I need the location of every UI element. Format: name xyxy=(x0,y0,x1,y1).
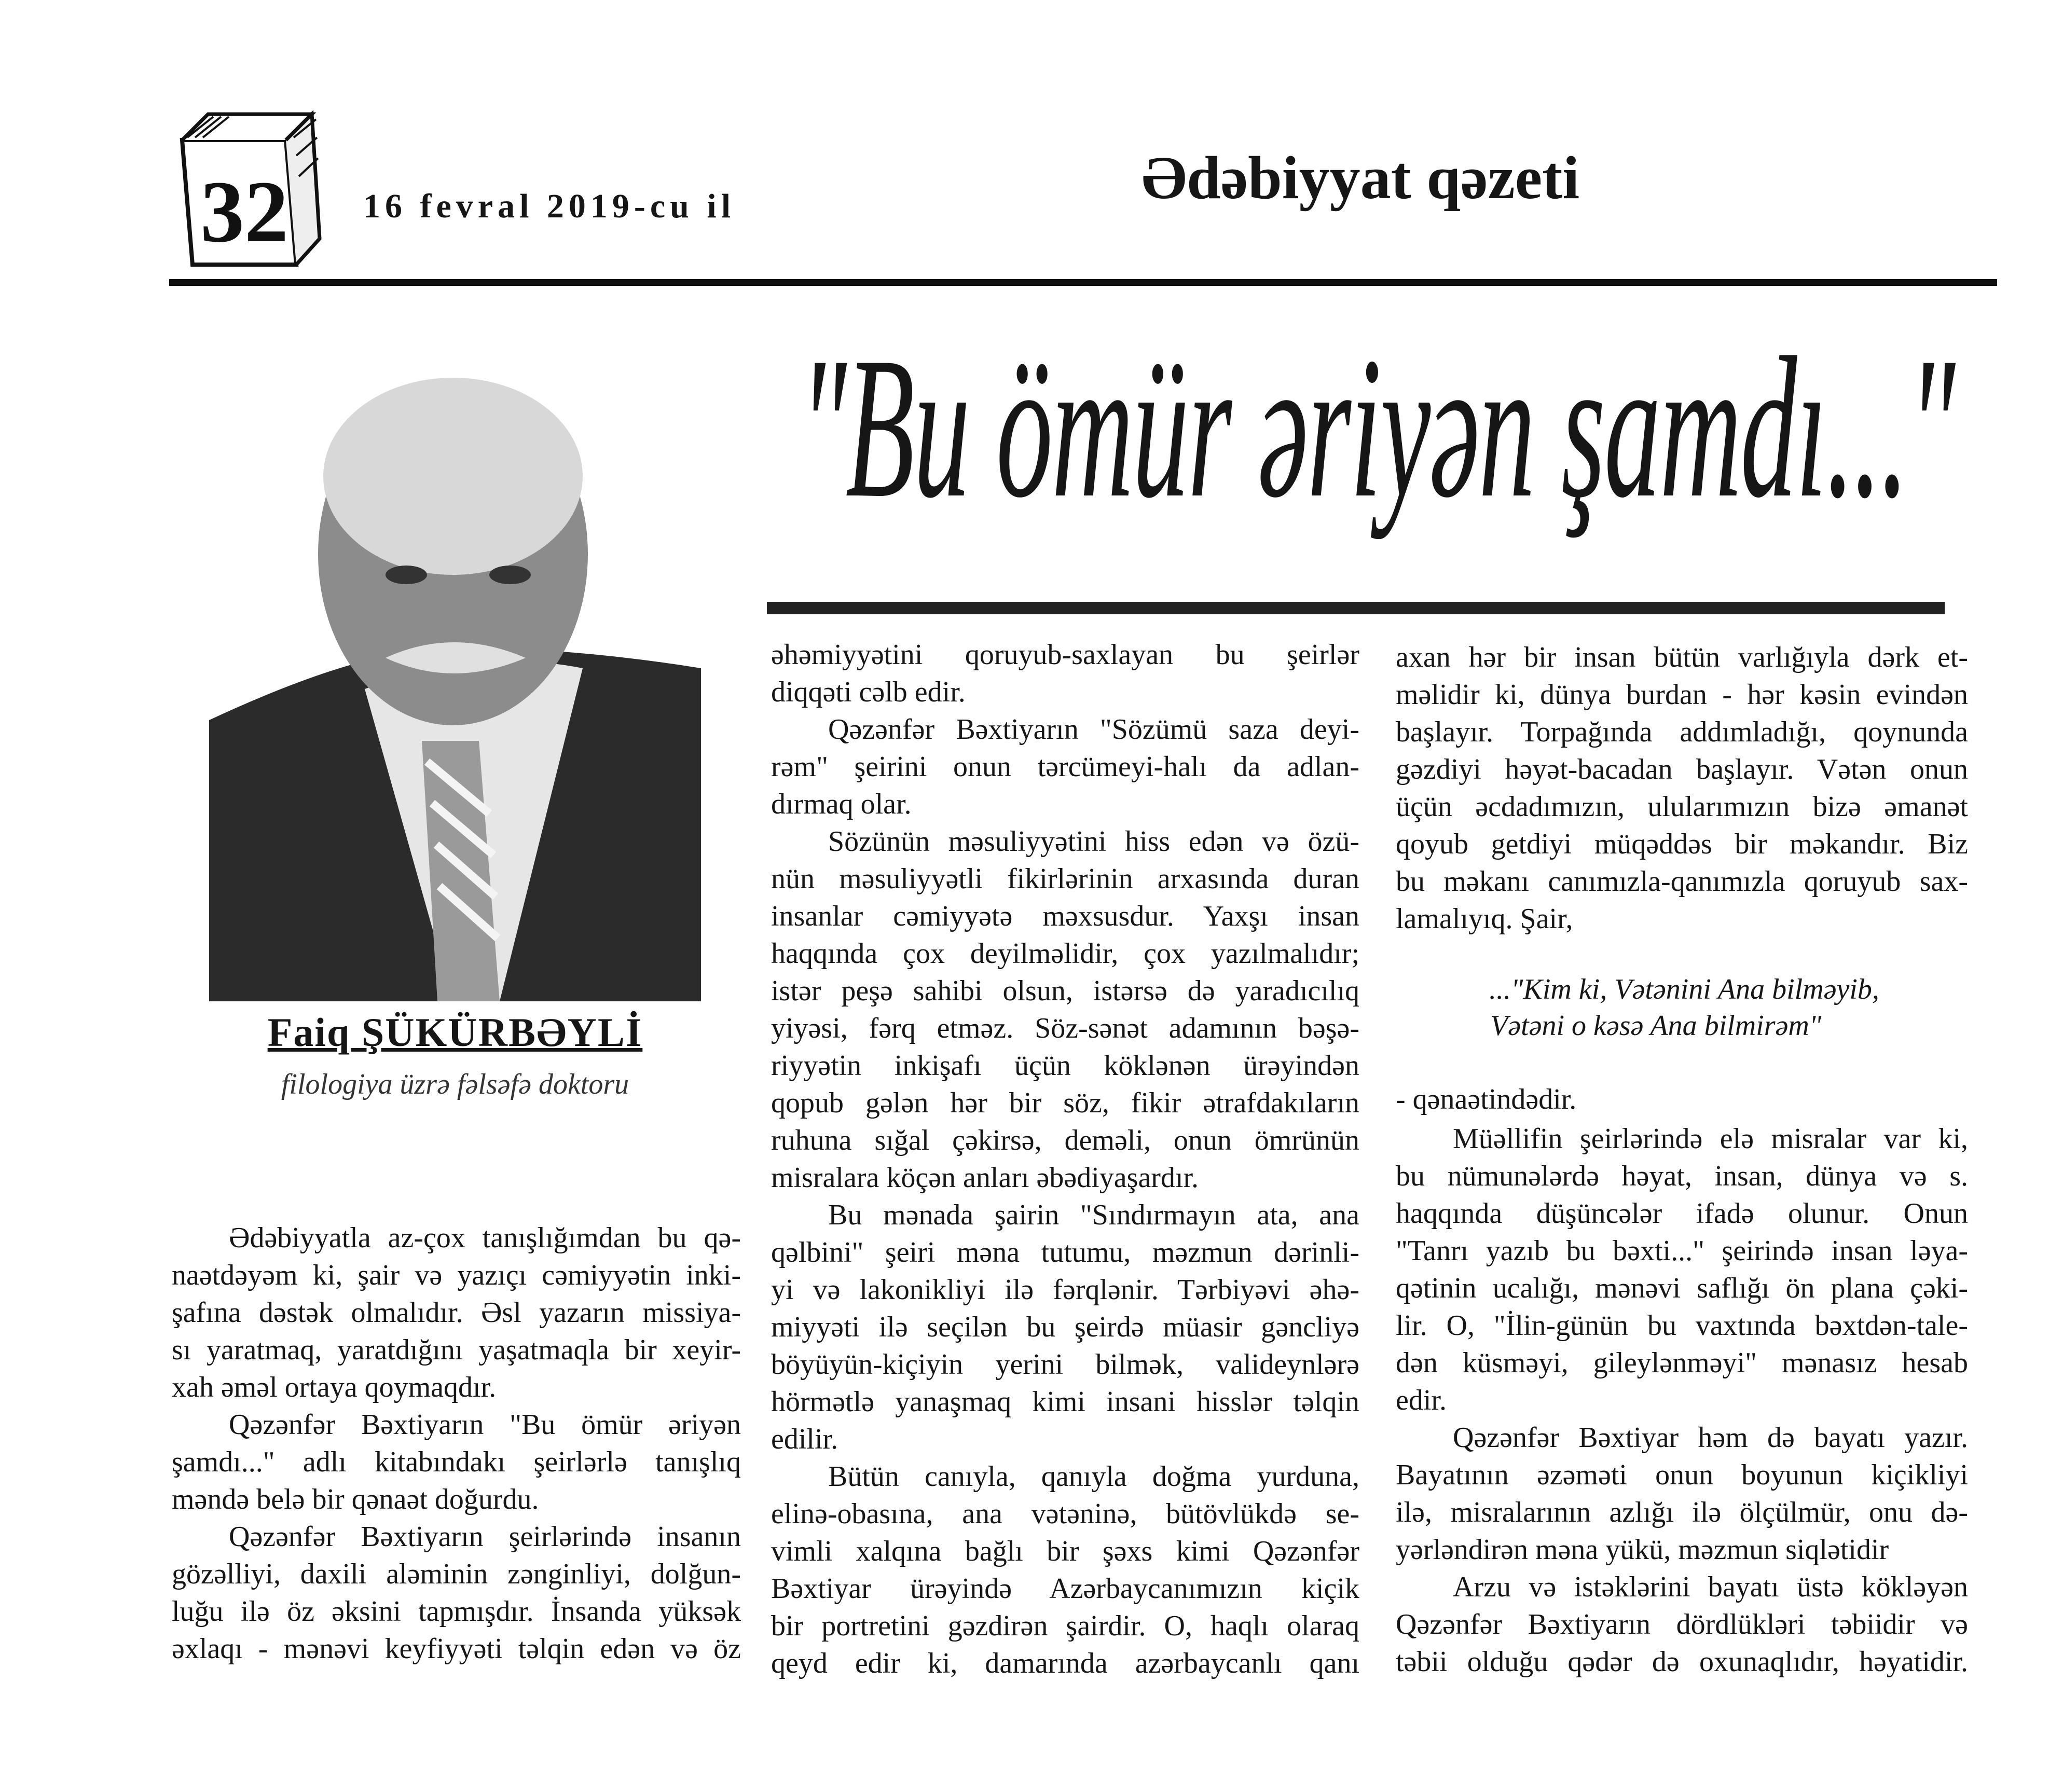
paragraph-line: qətinin ucalığı, mənəvi saflığı ön plana çəki- xyxy=(1396,1272,1968,1304)
header-divider xyxy=(169,279,1997,286)
paragraph-line: şamdı..." adlı kitabındakı şeirlərlə tanışlıq xyxy=(172,1446,741,1478)
paragraph-line: istər peşə sahibi olsun, istərsə də yaradıcılıq xyxy=(771,975,1359,1007)
paragraph-line: gözəlliyi, daxili aləminin zənginliyi, dolğun- xyxy=(172,1558,741,1590)
page-number-book-icon xyxy=(172,109,327,275)
paragraph-line: rəm" şeirini onun tərcümeyi-halı da adlan- xyxy=(771,751,1359,783)
paragraph-line: məlidir ki, dünya burdan - hər kəsin evindən xyxy=(1396,679,1968,711)
paragraph-line: dən küsməyi, gileylənməyi" mənasız hesab xyxy=(1396,1347,1968,1379)
paragraph-line: Müəllifin şeirlərində elə misralar var ki, xyxy=(1453,1123,1968,1155)
paragraph-line: riyyətin inkişafı üçün köklənən ürəyindən xyxy=(771,1050,1359,1082)
paragraph-line: qeyd edir ki, damarında azərbaycanlı qanı xyxy=(771,1647,1359,1679)
paragraph-line: yərləndirən məna yükü, məzmun siqlətidir xyxy=(1396,1534,1889,1566)
paragraph-line: hörmətlə yanaşmaq kimi insani hisslər təlqin xyxy=(771,1386,1359,1418)
quote-line: Vətəni o kəsə Ana bilmirəm" xyxy=(1490,1010,1822,1042)
paragraph-line: üçün əcdadımızın, ulularımızın bizə əmanət xyxy=(1396,791,1968,823)
article-column-2 xyxy=(771,636,1359,1682)
poem-quote xyxy=(1489,971,1879,1044)
paragraph-line: lir. O, "İlin-günün bu vaxtında bəxtdən-tale- xyxy=(1396,1309,1968,1342)
paragraph-line: ruhuna sığal çəkirsə, deməli, onun ömrünün xyxy=(771,1124,1359,1156)
paragraph-line: lamalıyıq. Şair, xyxy=(1396,903,1573,935)
paragraph-line: luğu ilə öz əksini tapmışdır. İnsanda yüksək xyxy=(172,1595,741,1628)
article-column-1 xyxy=(172,1219,741,1667)
author-title: filologiya üzrə fəlsəfə doktoru xyxy=(281,1068,629,1100)
article-headline: "Bu ömür əriyən şamdı..." xyxy=(799,315,1955,540)
paragraph-line: miyyəti ilə seçilən bu şeirdə müasir gəncliyə xyxy=(771,1311,1359,1343)
paragraph-line: Bəxtiyar ürəyində Azərbaycanımızın kiçik xyxy=(771,1573,1359,1605)
paragraph-line: vimli xalqına bağlı bir şəxs kimi Qəzənfər xyxy=(771,1535,1359,1567)
quote-conclusion: - qənaətindədir. xyxy=(1396,1083,1577,1115)
paragraph-line: bir portretini gəzdirən şairdir. O, haqlı olaraq xyxy=(771,1610,1359,1642)
paragraph-line: haqqında düşüncələr ifadə olunur. Onun xyxy=(1396,1197,1968,1230)
paragraph-line: misralara köçən anları əbədiyaşardır. xyxy=(771,1162,1199,1194)
headline-divider xyxy=(767,602,1945,614)
paragraph-line: dırmaq olar. xyxy=(771,788,912,820)
paragraph-line: qəlbini" şeiri məna tutumu, məzmun dərinli- xyxy=(771,1236,1359,1269)
paragraph-line: edilir. xyxy=(771,1423,838,1455)
paragraph-line: elinə-obasına, ana vətəninə, bütövlükdə se- xyxy=(771,1498,1359,1530)
paragraph-line: başlayır. Torpağında addımladığı, qoynunda xyxy=(1396,716,1968,748)
paragraph-line: Qəzənfər Bəxtiyarın "Sözümü saza deyi- xyxy=(828,713,1359,746)
paragraph-line: Qəzənfər Bəxtiyarın dördlükləri təbiidir və xyxy=(1396,1608,1968,1641)
paragraph-line: təbii olduğu qədər də oxunaqlıdır, həyatidir. xyxy=(1396,1646,1968,1678)
paragraph-line: Qəzənfər Bəxtiyarın şeirlərində insanın xyxy=(229,1521,741,1553)
paragraph-line: böyüyün-kiçiyin yerini bilmək, valideynlərə xyxy=(771,1348,1359,1381)
paragraph-line: qoyub getdiyi müqəddəs bir məkandır. Biz xyxy=(1396,828,1968,860)
paragraph-line: Bayatının əzəməti onun boyunun kiçikliyi xyxy=(1396,1459,1968,1491)
quote-line: ..."Kim ki, Vətənini Ana bilməyib, xyxy=(1489,973,1879,1005)
paragraph-line: diqqəti cəlb edir. xyxy=(771,676,966,708)
paragraph-line: qopub gələn hər bir söz, fikir ətrafdakıların xyxy=(771,1087,1359,1119)
article-column-3-top xyxy=(1396,639,1968,938)
paragraph-line: haqqında çox deyilməlidir, çox yazılmalıdır; xyxy=(771,938,1359,970)
paragraph-line: Sözünün məsuliyyətini hiss edən və özü- xyxy=(828,825,1359,858)
paragraph-line: gəzdiyi həyət-bacadan başlayır. Vətən onun xyxy=(1396,753,1968,785)
paragraph-line: əhəmiyyətini qoruyub-saxlayan bu şeirlər xyxy=(771,639,1359,671)
paragraph-line: "Tanrı yazıb bu bəxti..." şeirində insan ləya- xyxy=(1396,1235,1968,1267)
paragraph-line: nün məsuliyyətli fikirlərinin arxasında duran xyxy=(771,863,1359,895)
paragraph-line: şafına dəstək olmalıdır. Əsl yazarın missiya- xyxy=(172,1297,741,1329)
paragraph-line: yiyəsi, fərq etməz. Söz-sənət adamının bəşə- xyxy=(771,1012,1359,1044)
article-column-3-bottom xyxy=(1396,1120,1968,1680)
paragraph-line: bu nümunələrdə həyat, insan, dünya və s. xyxy=(1396,1160,1968,1192)
paragraph-line: sı yaratmaq, yaratdığını yaşatmaqla bir xeyir- xyxy=(172,1334,741,1366)
paragraph-line: yi və lakonikliyi ilə fərqlənir. Tərbiyəvi əhə- xyxy=(771,1274,1359,1306)
paragraph-line: Qəzənfər Bəxtiyar həm də bayatı yazır. xyxy=(1453,1422,1968,1454)
paragraph-line: naətdəyəm ki, şair və yazıçı cəmiyyətin inki- xyxy=(172,1259,741,1291)
paragraph-line: məndə belə bir qənaət doğurdu. xyxy=(172,1483,539,1515)
paragraph-line: bu məkanı canımızla-qanımızla qoruyub sax- xyxy=(1396,865,1968,898)
author-name: Faiq ŞÜKÜRBƏYLİ xyxy=(267,1010,643,1055)
paragraph-line: Arzu və istəklərini bayatı üstə kökləyən xyxy=(1453,1571,1968,1603)
paragraph-line: Bu mənada şairin "Sındırmayın ata, ana xyxy=(828,1199,1359,1231)
issue-date: 16 fevral 2019-cu il xyxy=(363,187,736,225)
newspaper-name: Ədəbiyyat qəzeti xyxy=(1141,144,1580,212)
paragraph-line: axan hər bir insan bütün varlığıyla dərk et- xyxy=(1396,641,1968,673)
paragraph-line: Qəzənfər Bəxtiyarın "Bu ömür əriyən xyxy=(229,1409,741,1441)
paragraph-line: xah əməl ortaya qoymaqdır. xyxy=(172,1371,497,1403)
paragraph-line: Ədəbiyyatla az-çox tanışlığımdan bu qə- xyxy=(229,1222,741,1254)
paragraph-line: edir. xyxy=(1396,1384,1447,1416)
paragraph-line: Bütün canıyla, qanıyla doğma yurduna, xyxy=(828,1460,1359,1493)
author-photo xyxy=(209,357,701,1001)
paragraph-line: insanlar cəmiyyətə məxsusdur. Yaxşı insan xyxy=(771,900,1359,932)
paragraph-line: ilə, misralarının azlığı ilə ölçülmür, onu də- xyxy=(1396,1496,1968,1528)
page-number: 32 xyxy=(200,163,288,260)
paragraph-line: əxlaqı - mənəvi keyfiyyəti təlqin edən və öz xyxy=(172,1633,741,1665)
